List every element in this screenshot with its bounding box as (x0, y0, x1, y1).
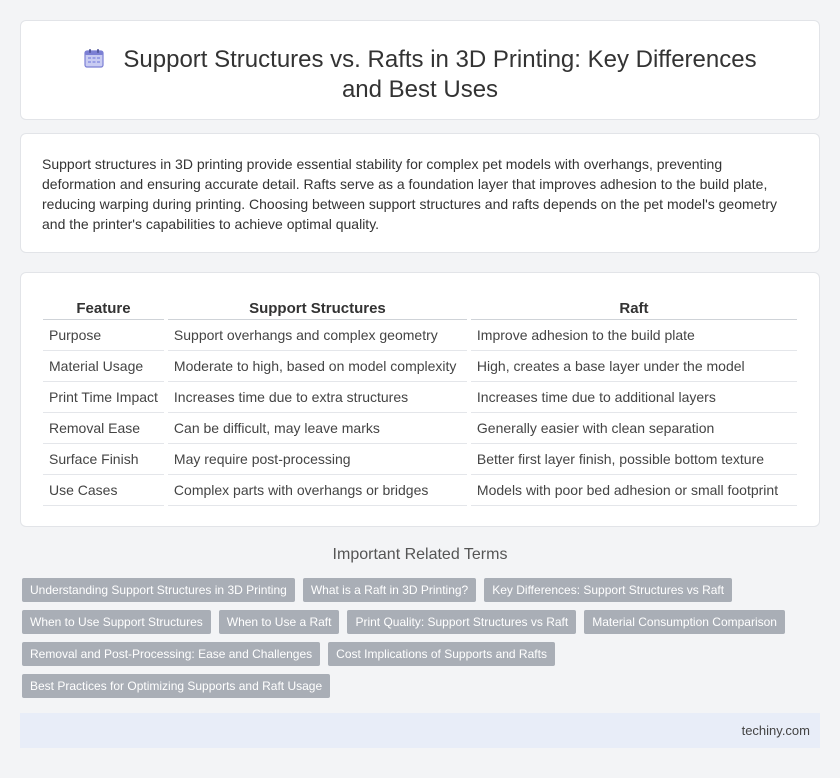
table-cell: Surface Finish (43, 443, 166, 474)
related-term-tag[interactable]: Understanding Support Structures in 3D Printing (22, 578, 295, 602)
table-cell: Generally easier with clean separation (469, 412, 797, 443)
related-term-tag[interactable]: Cost Implications of Supports and Rafts (328, 642, 555, 666)
table-header-row (43, 295, 797, 319)
column-header: Raft (469, 295, 797, 319)
tag-row (22, 610, 812, 634)
tag-row (22, 674, 812, 698)
table-cell: Moderate to high, based on model complexity (166, 350, 469, 381)
table-cell: Support overhangs and complex geometry (166, 319, 469, 350)
table-row (43, 412, 797, 443)
column-header: Support Structures (166, 295, 469, 319)
tag-row (22, 578, 812, 602)
table-cell: Increases time due to additional layers (469, 381, 797, 412)
intro-paragraph: Support structures in 3D printing provide essential stability for complex pet models with overhangs, preventing deformation and ensuring accurate detail. Rafts serve as a foundation layer that improves adhesion to the build plate, reducing warping during printing. Choosing between support structures and rafts depends on the pet model's geometry and the printer's capabilities to achieve optimal quality. (42, 156, 777, 232)
comparison-table-card (20, 272, 820, 527)
related-terms-tags (22, 578, 812, 706)
table-row (43, 474, 797, 505)
table-row (43, 319, 797, 350)
related-term-tag[interactable]: Best Practices for Optimizing Supports and Raft Usage (22, 674, 330, 698)
footer-brand[interactable]: techiny.com (741, 723, 810, 738)
title-card (20, 20, 820, 120)
page-title (70, 45, 770, 105)
table-cell: High, creates a base layer under the model (469, 350, 797, 381)
table-cell: Better first layer finish, possible bottom texture (469, 443, 797, 474)
calendar-icon (83, 47, 105, 69)
table-row (43, 443, 797, 474)
related-term-tag[interactable]: Removal and Post-Processing: Ease and Challenges (22, 642, 320, 666)
table-cell: Complex parts with overhangs or bridges (166, 474, 469, 505)
related-term-tag[interactable]: Material Consumption Comparison (584, 610, 785, 634)
column-header: Feature (43, 295, 166, 319)
table-cell: Improve adhesion to the build plate (469, 319, 797, 350)
table-cell: Removal Ease (43, 412, 166, 443)
related-terms-heading: Important Related Terms (332, 546, 508, 563)
related-term-tag[interactable]: Print Quality: Support Structures vs Raft (347, 610, 576, 634)
table-cell: Can be difficult, may leave marks (166, 412, 469, 443)
related-term-tag[interactable]: When to Use Support Structures (22, 610, 211, 634)
tag-row (22, 642, 812, 666)
table-cell: May require post-processing (166, 443, 469, 474)
table-cell: Models with poor bed adhesion or small footprint (469, 474, 797, 505)
comparison-table (43, 295, 797, 506)
related-term-tag[interactable]: Key Differences: Support Structures vs Raft (484, 578, 732, 602)
table-cell: Print Time Impact (43, 381, 166, 412)
table-cell: Material Usage (43, 350, 166, 381)
table-cell: Increases time due to extra structures (166, 381, 469, 412)
table-row (43, 381, 797, 412)
page-title-text: Support Structures vs. Rafts in 3D Printing: Key Differences and Best Uses (123, 46, 757, 103)
footer (20, 713, 820, 748)
table-cell: Use Cases (43, 474, 166, 505)
related-term-tag[interactable]: When to Use a Raft (219, 610, 340, 634)
related-term-tag[interactable]: What is a Raft in 3D Printing? (303, 578, 476, 602)
table-row (43, 350, 797, 381)
intro-card (20, 133, 820, 253)
table-cell: Purpose (43, 319, 166, 350)
